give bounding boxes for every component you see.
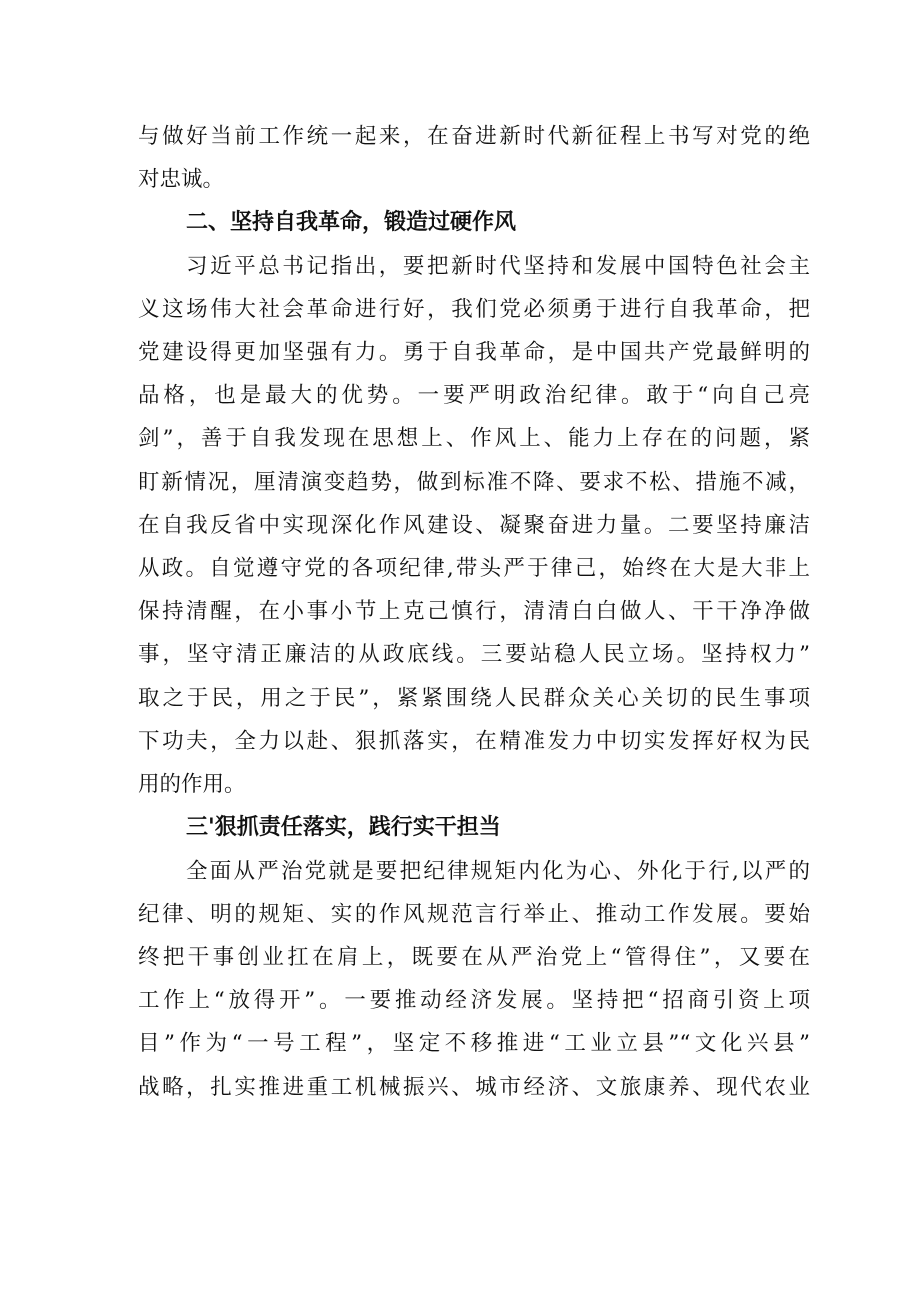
paragraph-line: 保持清醒，在小事小节上克己慎行，清清白白做人、干干净净做 xyxy=(138,599,810,624)
paragraph-line: 取之于民，用之于民”，紧紧围绕人民群众关心关切的民生事项 xyxy=(138,686,810,711)
paragraph-line: 全面从严治党就是要把纪律规矩内化为心、外化于行,以严的 xyxy=(186,859,810,884)
paragraph-line: 下功夫，全力以赴、狠抓落实，在精准发力中切实发挥好权为民 xyxy=(138,729,810,754)
paragraph-line: 战略，扎实推进重工机械振兴、城市经济、文旅康养、现代农业 xyxy=(138,1075,810,1100)
paragraph-line: 盯新情况，厘清演变趋势，做到标准不降、要求不松、措施不减， xyxy=(138,470,810,495)
section-heading-3: 三'狠抓责任落实，践行实干担当 xyxy=(186,815,501,840)
paragraph-line: 事，坚守清正廉洁的从政底线。三要站稳人民立场。坚持权力” xyxy=(138,642,810,667)
paragraph-line: 剑”，善于自我发现在思想上、作风上、能力上存在的问题，紧 xyxy=(138,426,810,451)
paragraph-line: 对忠诚。 xyxy=(138,167,225,192)
paragraph-line: 工作上“放得开”。一要推动经济发展。坚持把“招商引资上项 xyxy=(138,988,810,1013)
paragraph-line: 品格，也是最大的优势。一要严明政治纪律。敢于“向自己亮 xyxy=(138,383,810,408)
section-heading-2: 二、坚持自我革命，锻造过硬作风 xyxy=(186,210,517,235)
paragraph-line: 习近平总书记指出，要把新时代坚持和发展中国特色社会主 xyxy=(186,254,810,279)
paragraph-line: 纪律、明的规矩、实的作风规范言行举止、推动工作发展。要始 xyxy=(138,902,810,927)
paragraph-line: 在自我反省中实现深化作风建设、凝聚奋进力量。二要坚持廉洁 xyxy=(138,513,810,538)
paragraph-line: 党建设得更加坚强有力。勇于自我革命，是中国共产党最鲜明的 xyxy=(138,340,810,365)
paragraph-line: 与做好当前工作统一起来，在奋进新时代新征程上书写对党的绝 xyxy=(138,124,810,149)
paragraph-line: 目”作为“一号工程”，坚定不移推进“工业立县”“文化兴县” xyxy=(138,1031,810,1056)
paragraph-line: 义这场伟大社会革命进行好，我们党必须勇于进行自我革命，把 xyxy=(138,297,810,322)
paragraph-line: 终把干事创业扛在肩上，既要在从严治党上“管得住”，又要在 xyxy=(138,945,810,970)
paragraph-line: 从政。自觉遵守党的各项纪律,带头严于律己，始终在大是大非上 xyxy=(138,556,810,581)
paragraph-line: 用的作用。 xyxy=(138,772,246,797)
